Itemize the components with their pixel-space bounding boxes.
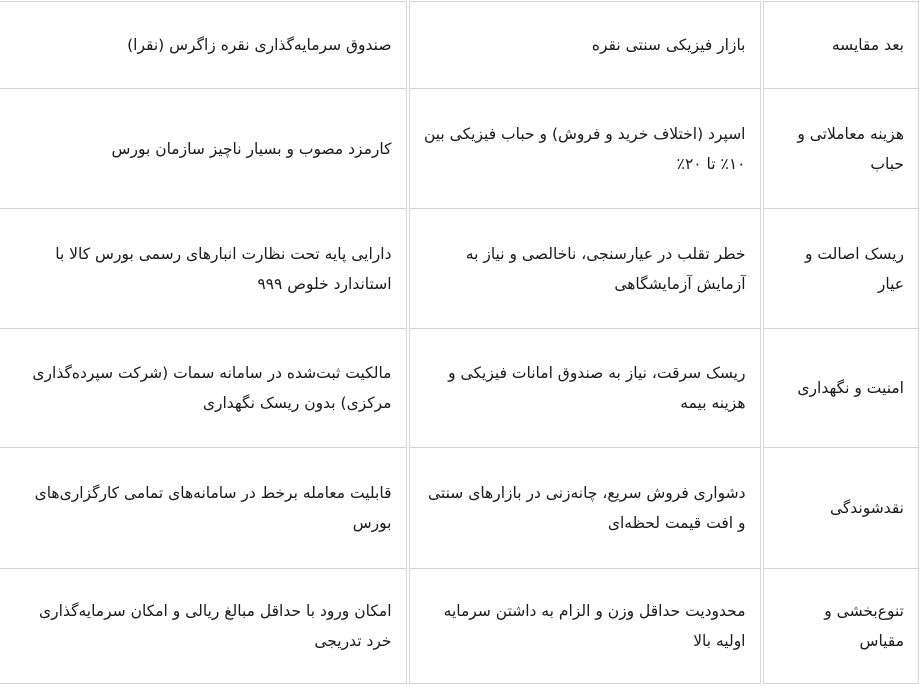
- table-row: [0, 209, 919, 329]
- dimension-cell: نقدشوندگی: [762, 448, 919, 569]
- silver-fund-cell: مالکیت ثبت‌شده در سامانه سمات (شرکت سپرده‌گذاری مرکزی) بدون ریسک نگهداری: [0, 329, 408, 448]
- silver-fund-cell: امکان ورود با حداقل مبالغ ریالی و امکان سرمایه‌گذاری خرد تدریجی: [0, 569, 408, 684]
- silver-fund-cell: قابلیت معامله برخط در سامانه‌های تمامی کارگزاری‌های بورس: [0, 448, 408, 569]
- dimension-cell: ریسک اصالت و عیار: [762, 209, 919, 329]
- physical-market-cell: دشواری فروش سریع، چانه‌زنی در بازارهای سنتی و افت قیمت لحظه‌ای: [408, 448, 762, 569]
- dimension-cell: امنیت و نگهداری: [762, 329, 919, 448]
- dimension-cell: هزینه معاملاتی و حباب: [762, 89, 919, 209]
- comparison-table: [0, 1, 919, 684]
- physical-market-cell: محدودیت حداقل وزن و الزام به داشتن سرمایه اولیه بالا: [408, 569, 762, 684]
- header-physical-market-cell: بازار فیزیکی سنتی نقره: [408, 2, 762, 89]
- dimension-cell: تنوع‌بخشی و مقیاس: [762, 569, 919, 684]
- table-row: [0, 448, 919, 569]
- physical-market-cell: خطر تقلب در عیارسنجی، ناخالصی و نیاز به آزمایش آزمایشگاهی: [408, 209, 762, 329]
- physical-market-cell: ریسک سرقت، نیاز به صندوق امانات فیزیکی و هزینه بیمه: [408, 329, 762, 448]
- table-row: [0, 329, 919, 448]
- table-row: [0, 89, 919, 209]
- physical-market-cell: اسپرد (اختلاف خرید و فروش) و حباب فیزیکی بین ۱۰٪ تا ۲۰٪: [408, 89, 762, 209]
- table-row: [0, 569, 919, 684]
- silver-fund-cell: کارمزد مصوب و بسیار ناچیز سازمان بورس: [0, 89, 408, 209]
- table-header-row: [0, 2, 919, 89]
- silver-fund-cell: دارایی پایه تحت نظارت انبارهای رسمی بورس کالا با استاندارد خلوص ۹۹۹: [0, 209, 408, 329]
- header-dimension-cell: بعد مقایسه: [762, 2, 919, 89]
- header-silver-fund-cell: صندوق سرمایه‌گذاری نقره زاگرس (نقرا): [0, 2, 408, 89]
